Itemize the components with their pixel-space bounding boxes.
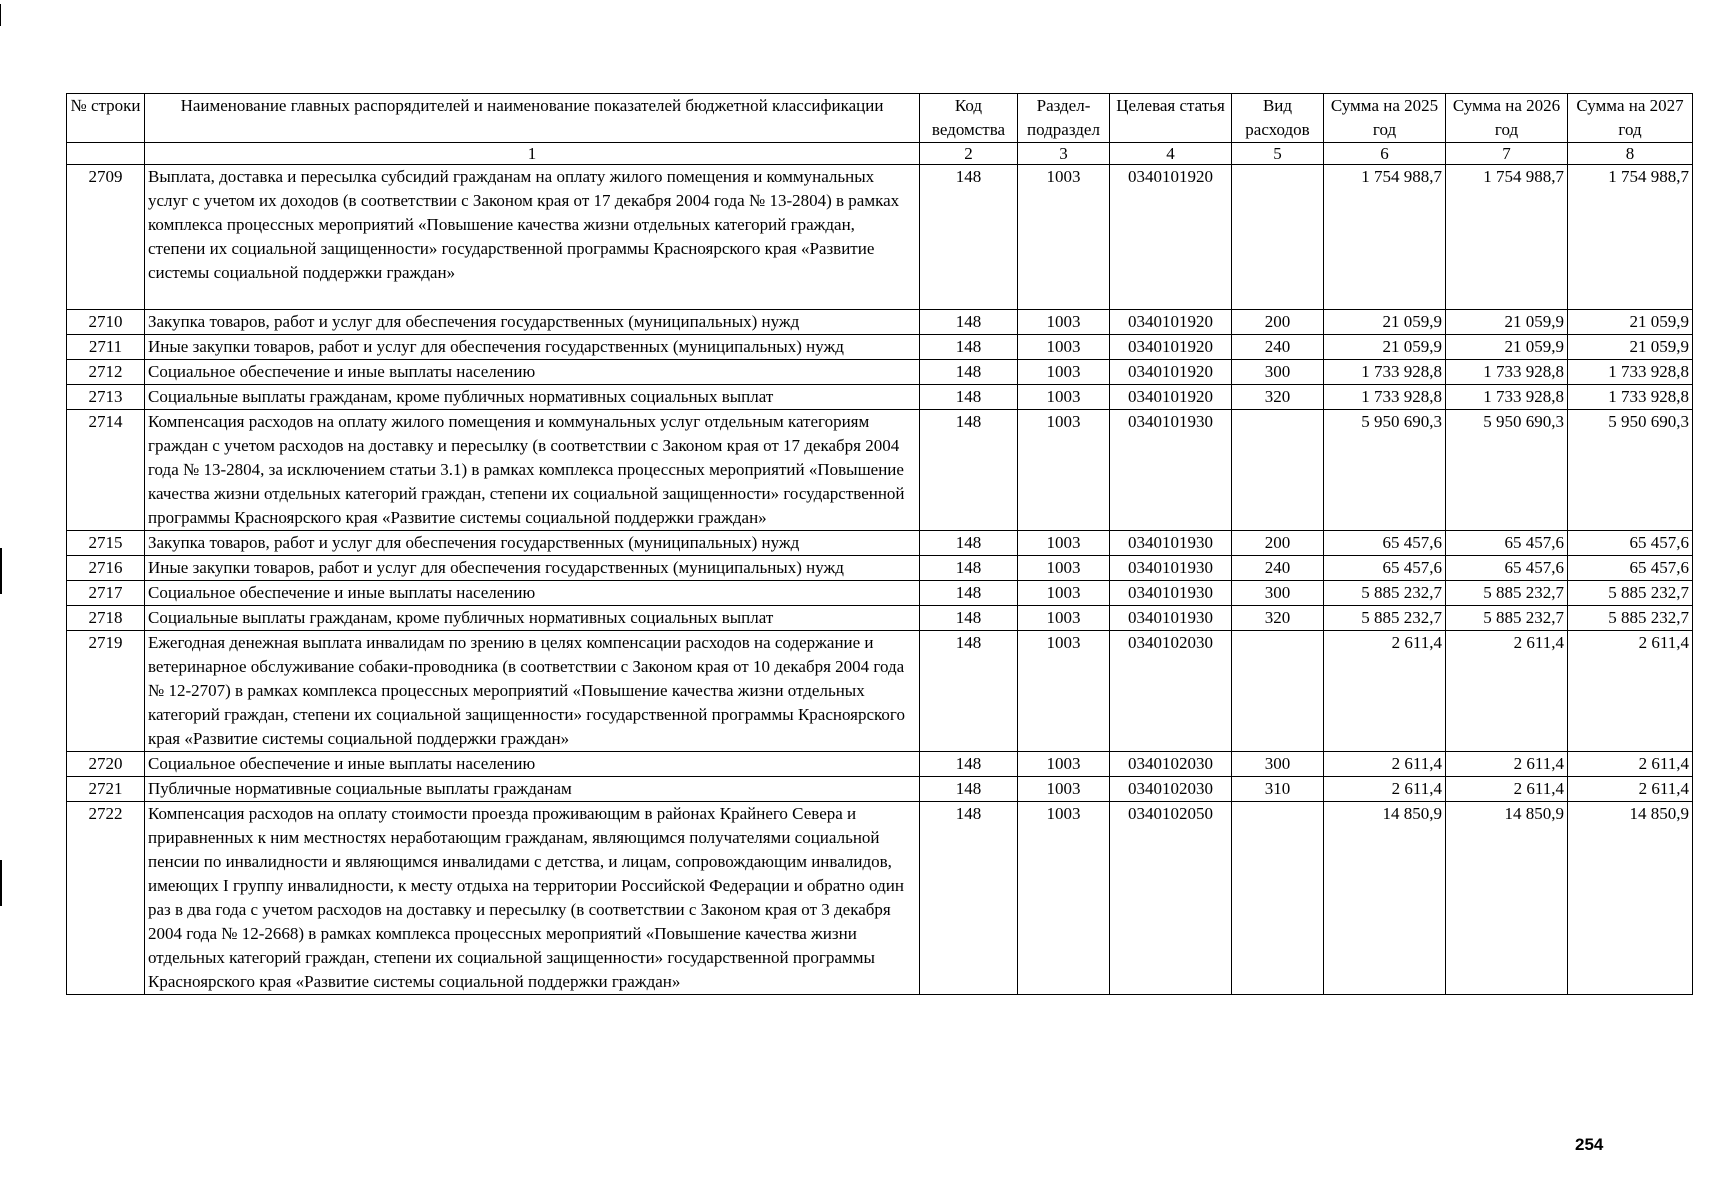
row-dept-code: 148 xyxy=(920,752,1018,777)
scan-edge-mark-top xyxy=(0,4,1,26)
row-exp-type xyxy=(1232,410,1324,531)
header-row xyxy=(67,94,1693,143)
row-target: 0340101930 xyxy=(1110,581,1232,606)
row-sum-2026: 1 733 928,8 xyxy=(1446,360,1568,385)
table-row xyxy=(67,335,1693,360)
column-number-row xyxy=(67,143,1693,165)
row-number: 2717 xyxy=(67,581,145,606)
table-row xyxy=(67,581,1693,606)
row-name: Социальное обеспечение и иные выплаты населению xyxy=(145,581,920,606)
row-target: 0340102030 xyxy=(1110,777,1232,802)
row-sum-2025: 21 059,9 xyxy=(1324,335,1446,360)
row-dept-code: 148 xyxy=(920,385,1018,410)
row-name: Закупка товаров, работ и услуг для обеспечения государственных (муниципальных) нужд xyxy=(145,531,920,556)
column-number: 5 xyxy=(1232,143,1324,165)
header-section: Раздел-подраздел xyxy=(1018,94,1110,143)
row-section: 1003 xyxy=(1018,581,1110,606)
row-sum-2025: 65 457,6 xyxy=(1324,531,1446,556)
row-sum-2026: 14 850,9 xyxy=(1446,802,1568,995)
row-section: 1003 xyxy=(1018,410,1110,531)
row-exp-type: 320 xyxy=(1232,606,1324,631)
table-row xyxy=(67,360,1693,385)
row-number: 2712 xyxy=(67,360,145,385)
row-name: Компенсация расходов на оплату жилого помещения и коммунальных услуг отдельным категориям граждан с учетом расходов на доставку и пересылку (в соответствии с Законом края от 17 декабря 2004 года № 13-2804, за исключением статьи 3.1) в рамках комплекса процессных мероприятий «Повышение качества жизни отдельных категорий граждан, степени их социальной защищенности» государственной программы Красноярского края «Развитие системы социальной поддержки граждан» xyxy=(145,410,920,531)
row-target: 0340101920 xyxy=(1110,385,1232,410)
row-number: 2709 xyxy=(67,165,145,310)
row-dept-code: 148 xyxy=(920,335,1018,360)
row-sum-2026: 21 059,9 xyxy=(1446,310,1568,335)
row-name: Иные закупки товаров, работ и услуг для обеспечения государственных (муниципальных) нужд xyxy=(145,556,920,581)
row-section: 1003 xyxy=(1018,752,1110,777)
row-name: Компенсация расходов на оплату стоимости проезда проживающим в районах Крайнего Севера и приравненных к ним местностях неработающим гражданам, являющимся получателями социальной пенсии по инвалидности и являющимся инвалидами с детства, и лицам, сопровождающим инвалидов, имеющих I группу инвалидности, к месту отдыха на территории Российской Федерации и обратно один раз в два года с учетом расходов на доставку и пересылку (в соответствии с Законом края от 3 декабря 2004 года № 12-2668) в рамках комплекса процессных мероприятий «Повышение качества жизни отдельных категорий граждан, степени их социальной защищенности» государственной программы Красноярского края «Развитие системы социальной поддержки граждан» xyxy=(145,802,920,995)
header-name: Наименование главных распорядителей и наименование показателей бюджетной классификации xyxy=(145,94,920,143)
row-name: Выплата, доставка и пересылка субсидий гражданам на оплату жилого помещения и коммунальных услуг с учетом их доходов (в соответствии с Законом края от 17 декабря 2004 года № 13-2804) в рамках комплекса процессных мероприятий «Повышение качества жизни отдельных категорий граждан, степени их социальной защищенности» государственной программы Красноярского края «Развитие системы социальной поддержки граждан» xyxy=(145,165,920,310)
row-dept-code: 148 xyxy=(920,777,1018,802)
row-sum-2027: 65 457,6 xyxy=(1568,556,1693,581)
row-name: Публичные нормативные социальные выплаты гражданам xyxy=(145,777,920,802)
row-target: 0340102030 xyxy=(1110,631,1232,752)
column-number: 3 xyxy=(1018,143,1110,165)
table-body xyxy=(67,165,1693,995)
row-sum-2026: 5 885 232,7 xyxy=(1446,581,1568,606)
row-exp-type: 240 xyxy=(1232,556,1324,581)
row-target: 0340101930 xyxy=(1110,531,1232,556)
column-number: 4 xyxy=(1110,143,1232,165)
row-section: 1003 xyxy=(1018,556,1110,581)
row-number: 2718 xyxy=(67,606,145,631)
row-target: 0340101920 xyxy=(1110,165,1232,310)
row-exp-type: 300 xyxy=(1232,581,1324,606)
column-number: 8 xyxy=(1568,143,1693,165)
row-name: Социальные выплаты гражданам, кроме публичных нормативных социальных выплат xyxy=(145,606,920,631)
row-dept-code: 148 xyxy=(920,556,1018,581)
row-exp-type xyxy=(1232,802,1324,995)
row-sum-2025: 5 885 232,7 xyxy=(1324,581,1446,606)
row-dept-code: 148 xyxy=(920,802,1018,995)
row-section: 1003 xyxy=(1018,385,1110,410)
header-sum-2027: Сумма на 2027 год xyxy=(1568,94,1693,143)
row-sum-2027: 2 611,4 xyxy=(1568,752,1693,777)
row-section: 1003 xyxy=(1018,606,1110,631)
header-sum-2025: Сумма на 2025 год xyxy=(1324,94,1446,143)
row-dept-code: 148 xyxy=(920,165,1018,310)
row-sum-2027: 1 733 928,8 xyxy=(1568,385,1693,410)
row-section: 1003 xyxy=(1018,310,1110,335)
row-sum-2027: 5 885 232,7 xyxy=(1568,581,1693,606)
row-sum-2025: 2 611,4 xyxy=(1324,631,1446,752)
row-sum-2027: 2 611,4 xyxy=(1568,631,1693,752)
row-section: 1003 xyxy=(1018,777,1110,802)
table-row xyxy=(67,310,1693,335)
row-sum-2026: 1 754 988,7 xyxy=(1446,165,1568,310)
row-number: 2715 xyxy=(67,531,145,556)
row-sum-2026: 2 611,4 xyxy=(1446,631,1568,752)
row-section: 1003 xyxy=(1018,360,1110,385)
scan-edge-mark-lower xyxy=(0,860,2,906)
header-exp-type: Вид расходов xyxy=(1232,94,1324,143)
page-number: 254 xyxy=(1575,1135,1604,1154)
row-sum-2027: 21 059,9 xyxy=(1568,335,1693,360)
row-sum-2027: 1 754 988,7 xyxy=(1568,165,1693,310)
row-sum-2027: 5 885 232,7 xyxy=(1568,606,1693,631)
row-number: 2713 xyxy=(67,385,145,410)
row-sum-2026: 65 457,6 xyxy=(1446,556,1568,581)
column-number: 1 xyxy=(145,143,920,165)
column-number xyxy=(67,143,145,165)
row-section: 1003 xyxy=(1018,802,1110,995)
row-number: 2721 xyxy=(67,777,145,802)
row-target: 0340101930 xyxy=(1110,410,1232,531)
row-exp-type: 310 xyxy=(1232,777,1324,802)
row-number: 2710 xyxy=(67,310,145,335)
row-number: 2716 xyxy=(67,556,145,581)
row-section: 1003 xyxy=(1018,165,1110,310)
row-exp-type: 200 xyxy=(1232,310,1324,335)
row-name: Закупка товаров, работ и услуг для обеспечения государственных (муниципальных) нужд xyxy=(145,310,920,335)
row-exp-type: 320 xyxy=(1232,385,1324,410)
table-row xyxy=(67,531,1693,556)
row-target: 0340101920 xyxy=(1110,360,1232,385)
row-sum-2027: 21 059,9 xyxy=(1568,310,1693,335)
row-exp-type: 200 xyxy=(1232,531,1324,556)
table-row xyxy=(67,802,1693,995)
row-number: 2722 xyxy=(67,802,145,995)
row-target: 0340102050 xyxy=(1110,802,1232,995)
row-dept-code: 148 xyxy=(920,631,1018,752)
row-target: 0340101930 xyxy=(1110,556,1232,581)
row-exp-type: 300 xyxy=(1232,360,1324,385)
row-target: 0340102030 xyxy=(1110,752,1232,777)
row-sum-2025: 1 733 928,8 xyxy=(1324,360,1446,385)
table-row xyxy=(67,385,1693,410)
column-number: 7 xyxy=(1446,143,1568,165)
header-target: Целевая статья xyxy=(1110,94,1232,143)
row-name: Ежегодная денежная выплата инвалидам по зрению в целях компенсации расходов на содержание и ветеринарное обслуживание собаки-проводника (в соответствии с Законом края от 10 декабря 2004 года № 12-2707) в рамках комплекса процессных мероприятий «Повышение качества жизни отдельных категорий граждан, степени их социальной защищенности» государственной программы Красноярского края «Развитие системы социальной поддержки граждан» xyxy=(145,631,920,752)
table-row xyxy=(67,752,1693,777)
row-name: Социальное обеспечение и иные выплаты населению xyxy=(145,360,920,385)
table-row xyxy=(67,165,1693,310)
row-dept-code: 148 xyxy=(920,360,1018,385)
row-dept-code: 148 xyxy=(920,606,1018,631)
row-dept-code: 148 xyxy=(920,410,1018,531)
row-exp-type: 300 xyxy=(1232,752,1324,777)
row-name: Социальное обеспечение и иные выплаты населению xyxy=(145,752,920,777)
row-exp-type: 240 xyxy=(1232,335,1324,360)
row-sum-2027: 5 950 690,3 xyxy=(1568,410,1693,531)
row-number: 2719 xyxy=(67,631,145,752)
table-row xyxy=(67,631,1693,752)
header-dept-code: Код ведомства xyxy=(920,94,1018,143)
row-sum-2027: 65 457,6 xyxy=(1568,531,1693,556)
row-sum-2026: 2 611,4 xyxy=(1446,752,1568,777)
row-sum-2025: 2 611,4 xyxy=(1324,752,1446,777)
row-section: 1003 xyxy=(1018,631,1110,752)
row-sum-2026: 21 059,9 xyxy=(1446,335,1568,360)
row-sum-2025: 2 611,4 xyxy=(1324,777,1446,802)
row-name: Социальные выплаты гражданам, кроме публичных нормативных социальных выплат xyxy=(145,385,920,410)
row-number: 2720 xyxy=(67,752,145,777)
column-number: 2 xyxy=(920,143,1018,165)
table-row xyxy=(67,410,1693,531)
row-sum-2027: 2 611,4 xyxy=(1568,777,1693,802)
table-row xyxy=(67,606,1693,631)
column-number: 6 xyxy=(1324,143,1446,165)
row-sum-2025: 21 059,9 xyxy=(1324,310,1446,335)
row-target: 0340101930 xyxy=(1110,606,1232,631)
row-number: 2714 xyxy=(67,410,145,531)
table-row xyxy=(67,556,1693,581)
row-sum-2025: 65 457,6 xyxy=(1324,556,1446,581)
row-sum-2026: 2 611,4 xyxy=(1446,777,1568,802)
row-dept-code: 148 xyxy=(920,310,1018,335)
scan-edge-mark-middle xyxy=(0,548,2,594)
row-sum-2026: 1 733 928,8 xyxy=(1446,385,1568,410)
table-row xyxy=(67,777,1693,802)
header-sum-2026: Сумма на 2026 год xyxy=(1446,94,1568,143)
row-sum-2025: 1 754 988,7 xyxy=(1324,165,1446,310)
row-target: 0340101920 xyxy=(1110,310,1232,335)
row-name: Иные закупки товаров, работ и услуг для обеспечения государственных (муниципальных) нужд xyxy=(145,335,920,360)
row-sum-2025: 1 733 928,8 xyxy=(1324,385,1446,410)
row-sum-2026: 65 457,6 xyxy=(1446,531,1568,556)
row-exp-type xyxy=(1232,631,1324,752)
budget-allocation-table xyxy=(66,93,1693,995)
row-sum-2025: 5 950 690,3 xyxy=(1324,410,1446,531)
header-row-no: № строки xyxy=(67,94,145,143)
row-exp-type xyxy=(1232,165,1324,310)
row-sum-2026: 5 885 232,7 xyxy=(1446,606,1568,631)
row-sum-2026: 5 950 690,3 xyxy=(1446,410,1568,531)
row-number: 2711 xyxy=(67,335,145,360)
row-sum-2025: 14 850,9 xyxy=(1324,802,1446,995)
row-section: 1003 xyxy=(1018,531,1110,556)
row-sum-2027: 1 733 928,8 xyxy=(1568,360,1693,385)
row-dept-code: 148 xyxy=(920,531,1018,556)
row-dept-code: 148 xyxy=(920,581,1018,606)
row-section: 1003 xyxy=(1018,335,1110,360)
row-sum-2025: 5 885 232,7 xyxy=(1324,606,1446,631)
row-sum-2027: 14 850,9 xyxy=(1568,802,1693,995)
row-target: 0340101920 xyxy=(1110,335,1232,360)
